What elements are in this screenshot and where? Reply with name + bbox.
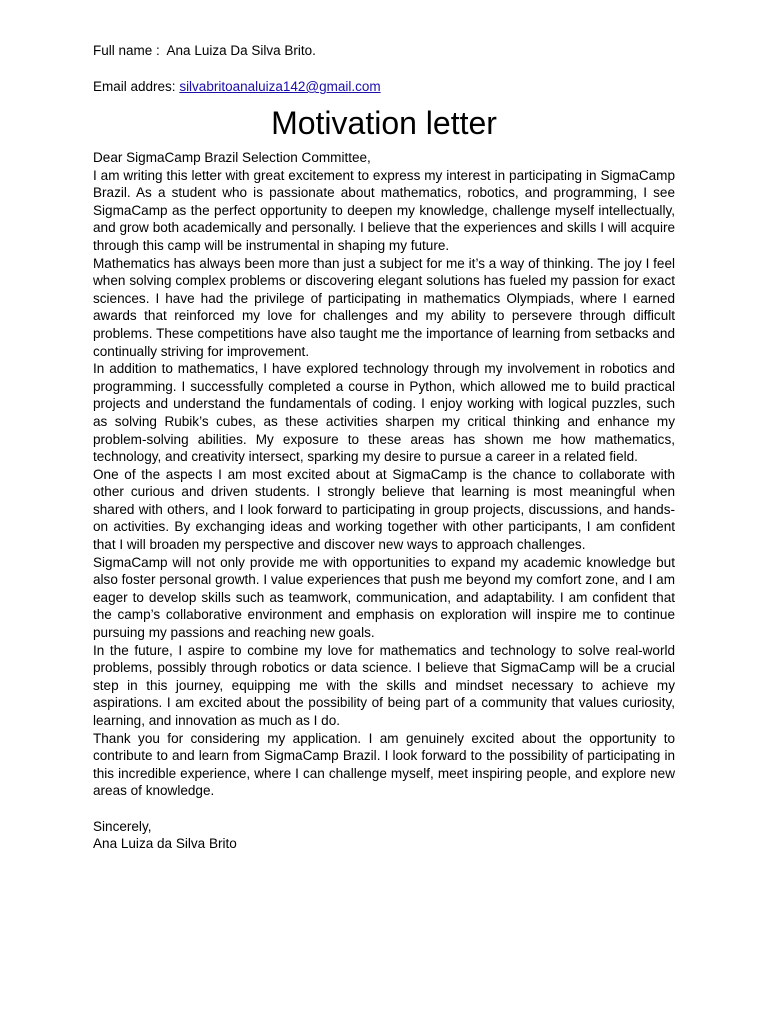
paragraph-5: SigmaCamp will not only provide me with opportunities to expand my academic knowledge but also foster personal growth. I value experiences that push me beyond my comfort zone, and I am eager to develop skills such as teamwork, communication, and adaptability. I am confident that the camp’s collaborative environment and emphasis on exploration will inspire me to continue pursuing my passions and reaching new goals. bbox=[93, 554, 675, 641]
paragraph-7: Thank you for considering my application. I am genuinely excited about the opportunity to contribute to and learn from SigmaCamp Brazil. I look forward to the possibility of participating in this incredible experience, where I can challenge myself, meet inspiring people, and explore new areas of knowledge. bbox=[93, 730, 675, 799]
valediction: Sincerely, bbox=[93, 818, 152, 834]
letter-body bbox=[93, 149, 675, 800]
paragraph-2: Mathematics has always been more than just a subject for me it’s a way of thinking. The joy I feel when solving complex problems or discovering elegant solutions has fueled my passion for exact sciences. I have had the privilege of participating in mathematics Olympiads, where I earned awards that reinforced my love for challenges and my ability to persevere through difficult problems. These competitions have also taught me the importance of learning from setbacks and continually striving for improvement. bbox=[93, 255, 675, 359]
email-line bbox=[93, 78, 675, 95]
salutation: Dear SigmaCamp Brazil Selection Committee, bbox=[93, 150, 371, 165]
paragraph-3: In addition to mathematics, I have explored technology through my involvement in robotics and programming. I successfully completed a course in Python, which allowed me to build practical projects and understand the fundamentals of coding. I enjoy working with logical puzzles, such as solving Rubik’s cubes, as these activities sharpen my critical thinking and enhance my problem-solving abilities. My exposure to these areas has shown me how mathematics, technology, and creativity intersect, sparking my desire to pursue a career in a related field. bbox=[93, 361, 675, 465]
paragraph-4: One of the aspects I am most excited about at SigmaCamp is the chance to collaborate with other curious and driven students. I strongly believe that learning is most meaningful when shared with others, and I look forward to participating in group projects, discussions, and hands-on activities. By exchanging ideas and working together with other participants, I am confident that I will broaden my perspective and discover new ways to approach challenges. bbox=[93, 466, 675, 553]
page-title: Motivation letter bbox=[271, 105, 497, 141]
signature-name: Ana Luiza da Silva Brito bbox=[93, 836, 237, 852]
letter-page bbox=[93, 42, 675, 853]
full-name-value: Ana Luiza Da Silva Brito. bbox=[166, 43, 316, 58]
email-label: Email addres: bbox=[93, 79, 176, 94]
full-name-label: Full name : bbox=[93, 43, 160, 58]
paragraph-6: In the future, I aspire to combine my love for mathematics and technology to solve real-world problems, possibly through robotics or data science. I believe that SigmaCamp will be a crucial step in this journey, equipping me with the skills and mindset necessary to achieve my aspirations. I am excited about the possibility of being part of a community that values curiosity, learning, and innovation as much as I do. bbox=[93, 642, 675, 728]
paragraph-1: I am writing this letter with great excitement to express my interest in participating in SigmaCamp Brazil. As a student who is passionate about mathematics, robotics, and programming, I see SigmaCamp as the perfect opportunity to deepen my knowledge, challenge myself intellectually, and grow both academically and personally. I believe that the experiences and skills I will acquire through this camp will be instrumental in shaping my future. bbox=[93, 167, 675, 253]
closing-block bbox=[93, 818, 675, 853]
email-link[interactable]: silvabritoanaluiza142@gmail.com bbox=[179, 79, 381, 94]
full-name-line bbox=[93, 42, 675, 59]
